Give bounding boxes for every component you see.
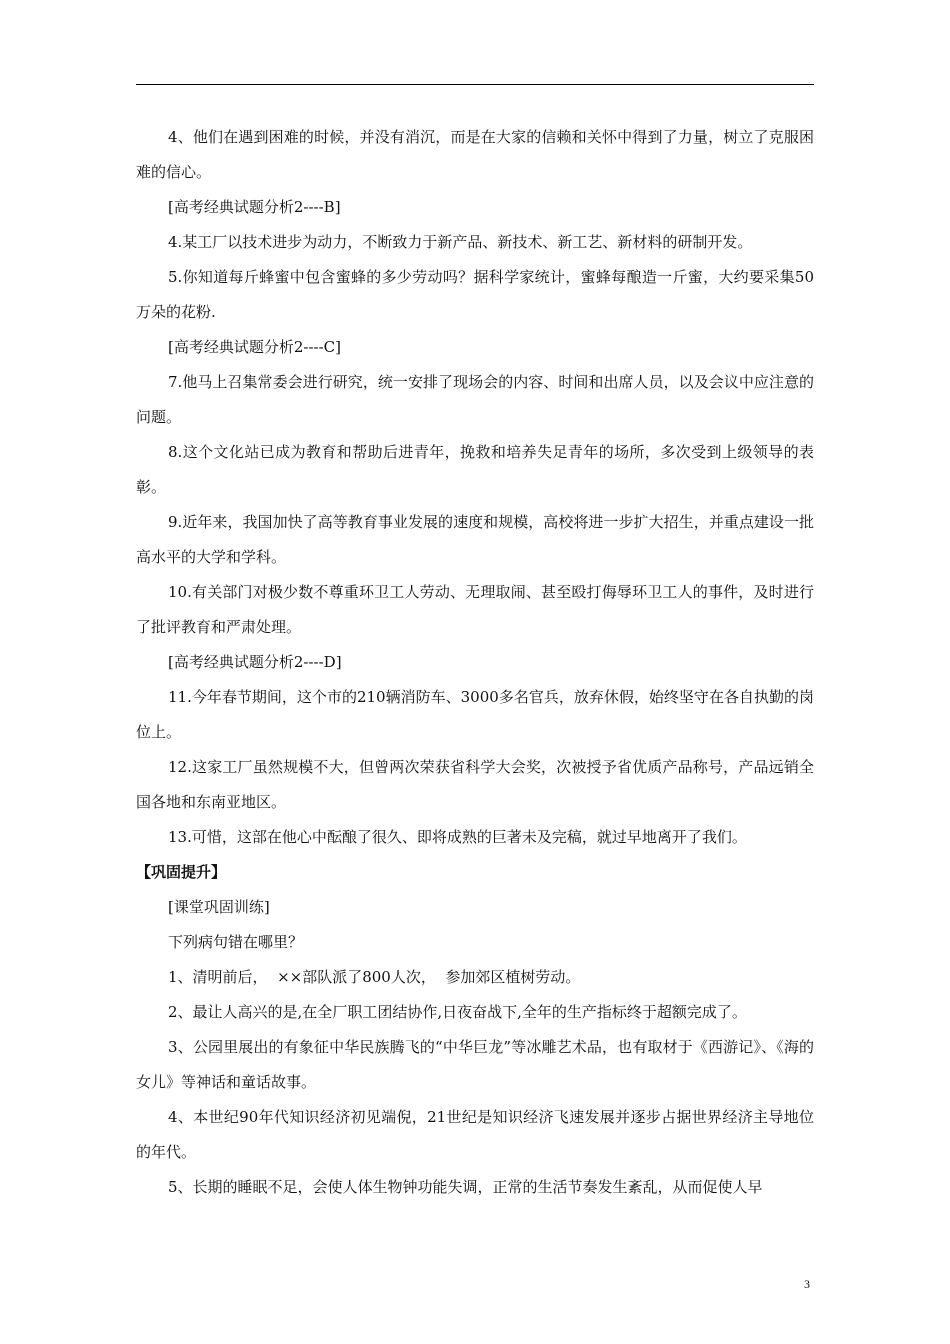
page-number: 3: [804, 1277, 810, 1291]
paragraph: 10.有关部门对极少数不尊重环卫工人劳动、无理取闹、甚至殴打侮辱环卫工人的事件，及时进行了批评教育和严肃处理。: [136, 583, 814, 636]
paragraph: 8.这个文化站已成为教育和帮助后进青年，挽救和培养失足青年的场所，多次受到上级领导的表彰。: [136, 443, 814, 496]
paragraph: 4、他们在遇到困难的时候，并没有消沉，而是在大家的信赖和关怀中得到了力量，树立了克服困难的信心。: [136, 128, 814, 181]
exercise-item: 4、本世纪90年代知识经济初见端倪，21世纪是知识经济飞速发展并逐步占据世界经济主导地位的年代。: [136, 1108, 814, 1161]
exercise-item: 2、最让人高兴的是,在全厂职工团结协作,日夜奋战下,全年的生产指标终于超额完成了。: [168, 1003, 747, 1021]
paragraph: 11.今年春节期间，这个市的210辆消防车、3000多名官兵，放弃休假，始终坚守在各自执勤的岗位上。: [136, 688, 814, 741]
header-rule: [136, 84, 814, 85]
section-label: [高考经典试题分析2----B]: [168, 198, 341, 216]
question-prompt: 下列病句错在哪里？: [168, 933, 304, 951]
paragraph: 13.可惜，这部在他心中酝酿了很久、即将成熟的巨著未及完稿，就过早地离开了我们。: [168, 828, 747, 846]
paragraph: 4.某工厂以技术进步为动力，不断致力于新产品、新技术、新工艺、新材料的研制开发。: [168, 233, 753, 251]
exercise-item: 3、公园里展出的有象征中华民族腾飞的“中华巨龙”等冰雕艺术品，也有取材于《西游记》、《海的女儿》等神话和童话故事。: [136, 1038, 814, 1091]
exercise-item: 5、长期的睡眠不足，会使人体生物钟功能失调，正常的生活节奏发生紊乱，从而促使人早: [168, 1178, 763, 1196]
paragraph: 12.这家工厂虽然规模不大，但曾两次荣获省科学大会奖，次被授予省优质产品称号，产品远销全国各地和东南亚地区。: [136, 758, 814, 811]
exercise-item: 1、清明前后， ××部队派了800人次， 参加郊区植树劳动。: [168, 968, 581, 986]
section-label: [课堂巩固训练]: [168, 898, 270, 916]
paragraph: 7.他马上召集常委会进行研究，统一安排了现场会的内容、时间和出席人员，以及会议中应注意的问题。: [136, 373, 814, 426]
section-label: [高考经典试题分析2----D]: [168, 653, 342, 671]
document-body: [136, 120, 814, 1205]
section-label: [高考经典试题分析2----C]: [168, 338, 341, 356]
section-heading: 【巩固提升】: [136, 863, 227, 881]
paragraph: 9.近年来，我国加快了高等教育事业发展的速度和规模，高校将进一步扩大招生，并重点建设一批高水平的大学和学科。: [136, 513, 814, 566]
paragraph: 5.你知道每斤蜂蜜中包含蜜蜂的多少劳动吗？据科学家统计，蜜蜂每酿造一斤蜜，大约要采集50万朵的花粉.: [136, 268, 814, 321]
